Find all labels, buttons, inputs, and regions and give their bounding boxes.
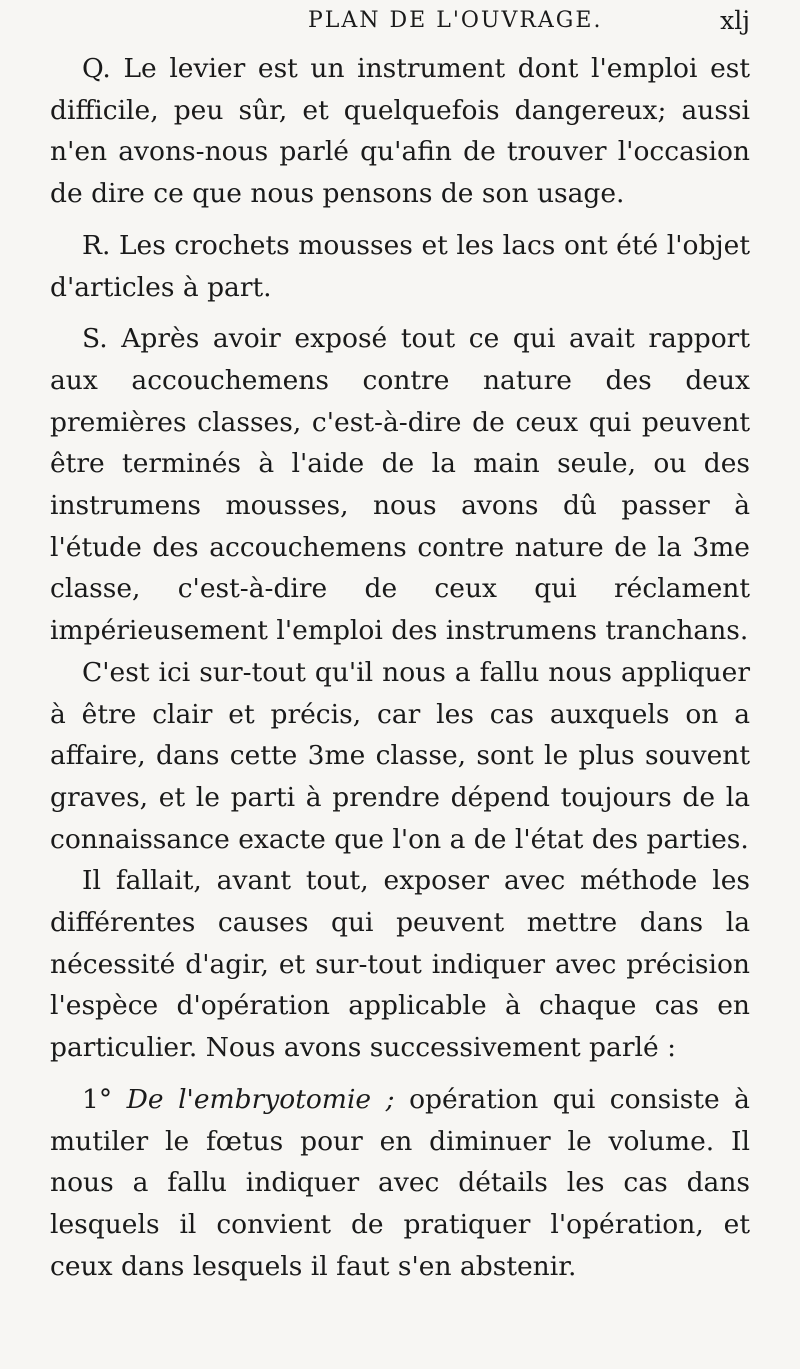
paragraph-embryotomy xyxy=(50,1079,750,1288)
body-text xyxy=(50,48,750,1287)
section-mark: S. xyxy=(82,323,108,355)
paragraph-text: Il fallait, avant tout, exposer avec méthode les différentes causes qui peuvent mettre dans la nécessité d'agir, et sur-tout indiquer avec précision l'espèce d'opération applicable à chaque cas en particulier. Nous avons successivement parlé : xyxy=(50,865,750,1064)
page-number: xlj xyxy=(720,6,750,35)
running-head xyxy=(230,4,750,44)
section-mark: Q. xyxy=(82,53,111,84)
running-title: PLAN DE L'OUVRAGE. xyxy=(308,8,603,33)
paragraph-text: Après avoir exposé tout ce qui avait rapport aux accouchemens contre nature des deux premières classes, c'est-à-dire de ceux qui peuvent être terminés à l'aide de la main seule, ou des instrumens mousses, nous avons dû passer à l'étude des accouchemens contre nature de la 3me classe, c'est-à-dire de ceux qui réclament impérieusement l'emploi des instrumens tranchans. xyxy=(50,323,750,647)
paragraph-text: Le levier est un instrument dont l'emploi est difficile, peu sûr, et quelquefois dangereux; aussi n'en avons-nous parlé qu'afin de trouver l'occasion de dire ce que nous pensons de son usage. xyxy=(50,53,750,210)
paragraph-r xyxy=(50,225,750,308)
list-number: 1° xyxy=(82,1083,113,1115)
paragraph-clarity xyxy=(50,652,750,861)
paragraph-q xyxy=(50,48,750,215)
paragraph-method xyxy=(50,860,750,1069)
term-embryotomie: De l'embryotomie ; xyxy=(126,1083,395,1115)
paragraph-s xyxy=(50,318,750,652)
paragraph-text: opération qui consiste à mutiler le fœtus pour en diminuer le volume. Il nous a fallu indiquer avec détails les cas dans lesquels il convient de pratiquer l'opération, et ceux dans lesquels il faut s'en abstenir. xyxy=(50,1083,750,1282)
paragraph-text: Les crochets mousses et les lacs ont été l'objet d'articles à part. xyxy=(50,229,750,303)
paragraph-text: C'est ici sur-tout qu'il nous a fallu nous appliquer à être clair et précis, car les cas auxquels on a affaire, dans cette 3me classe, sont le plus souvent graves, et le parti à prendre dépend toujours de la connaissance exacte que l'on a de l'état des parties. xyxy=(50,656,750,855)
section-mark: R. xyxy=(82,229,111,261)
